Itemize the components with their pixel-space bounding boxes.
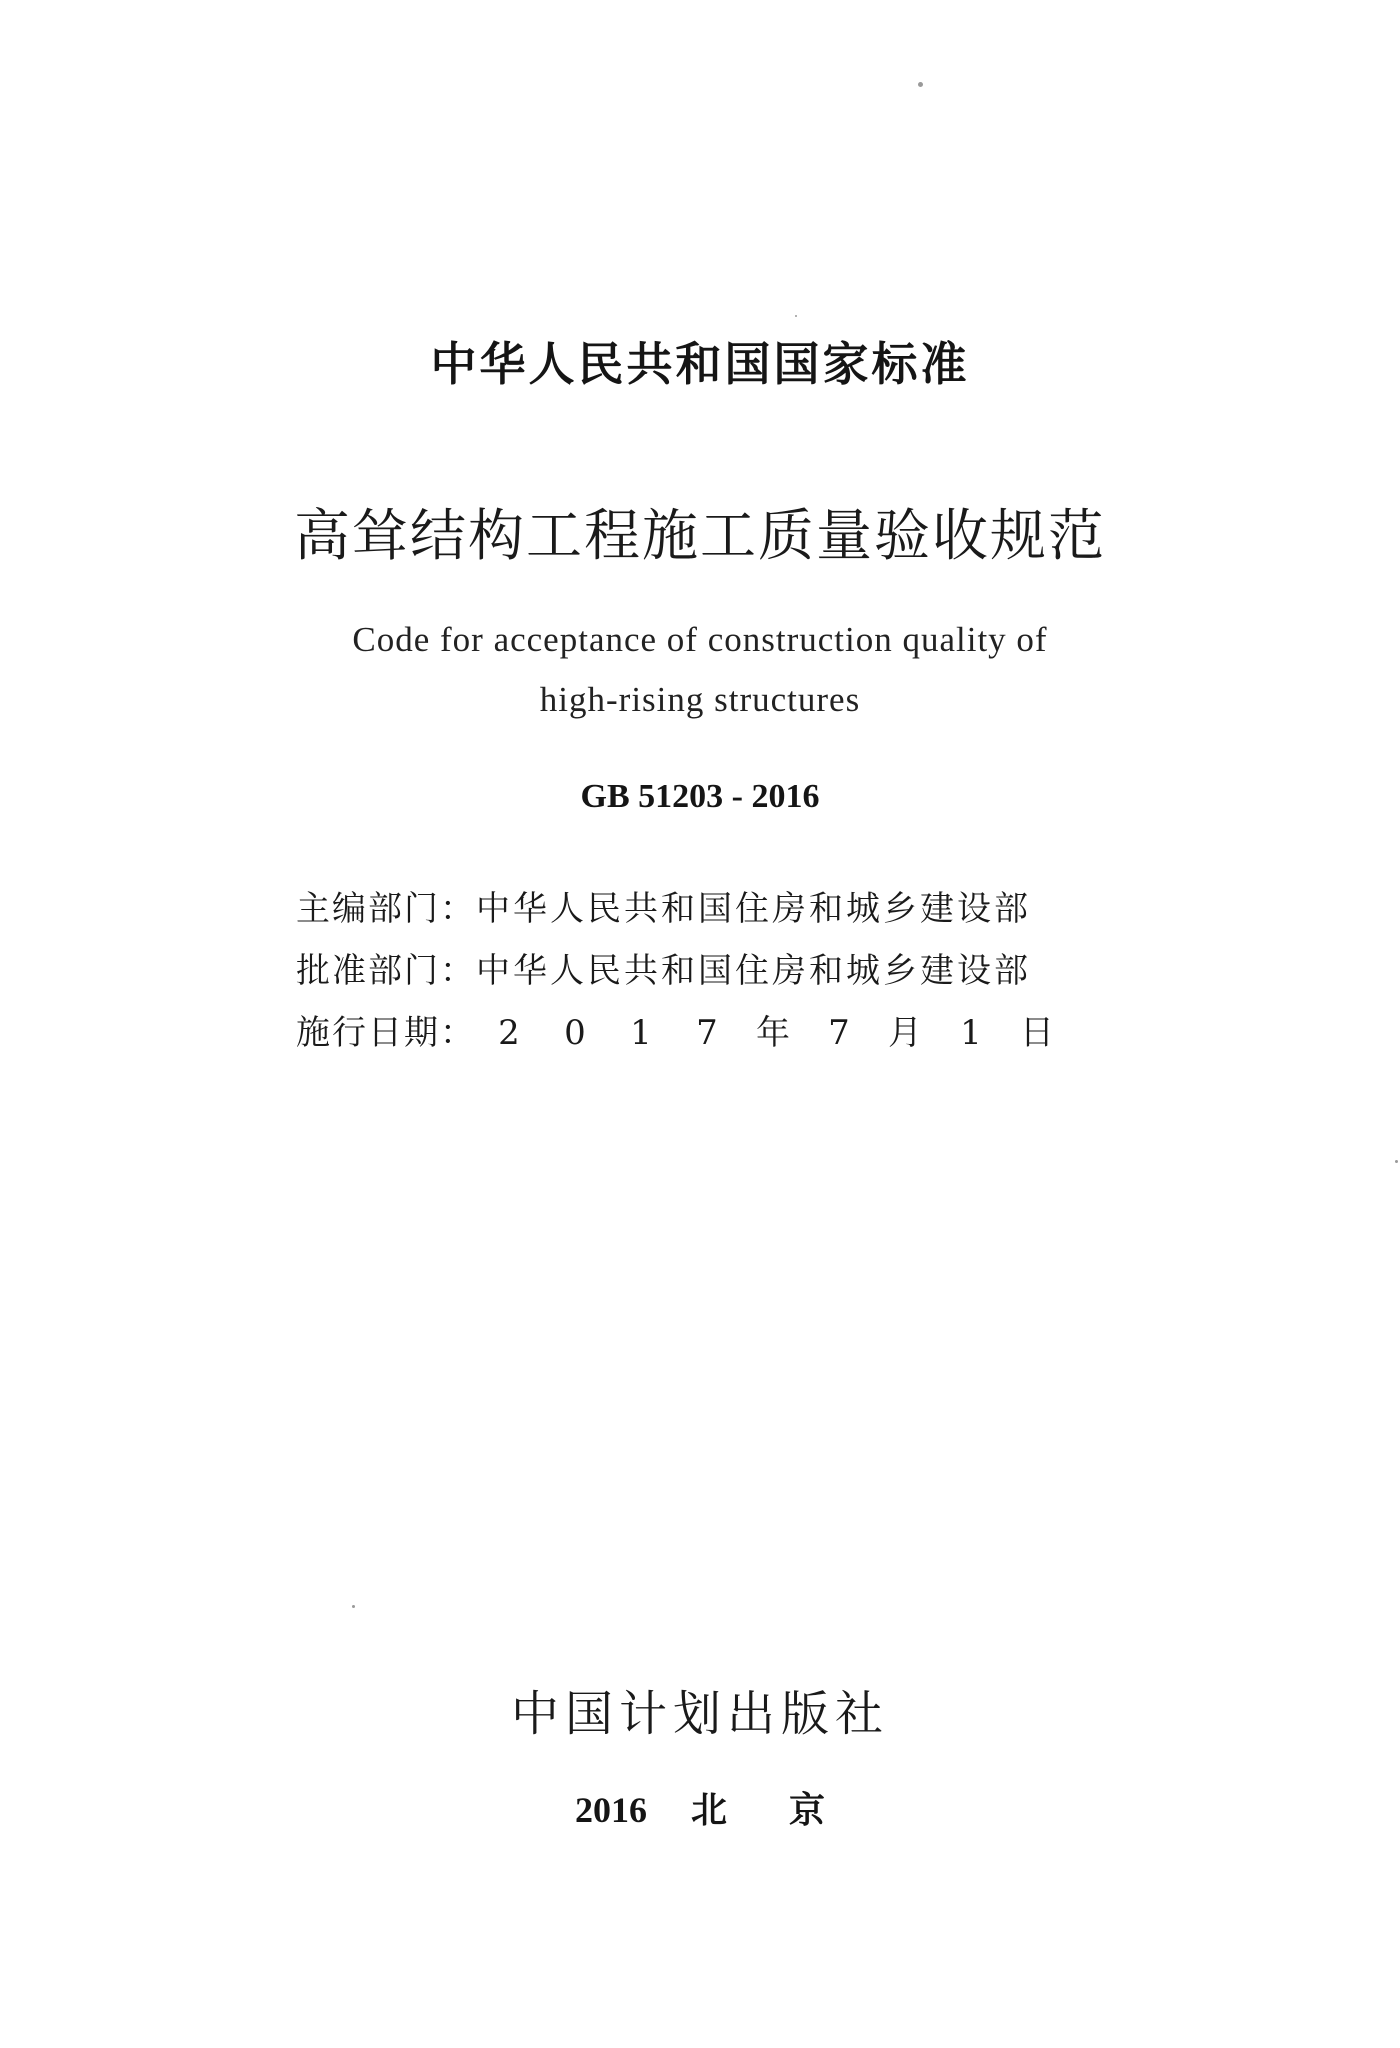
title-english-line-2: high-rising structures — [539, 680, 861, 719]
national-standard-heading: 中华人民共和国国家标准 — [430, 337, 970, 391]
scan-speck — [352, 1605, 355, 1608]
editor-label: 主编部门： — [296, 889, 476, 929]
publication-city: 北京 — [690, 1790, 887, 1830]
effective-date-row — [296, 1002, 1070, 1064]
date-part: 0 — [564, 1013, 586, 1053]
scan-speck — [795, 315, 797, 317]
scan-speck — [1395, 1160, 1398, 1163]
publication-year-place — [0, 1782, 1400, 1833]
title-chinese: 高耸结构工程施工质量验收规范 — [294, 504, 1106, 569]
publication-year: 2016 — [574, 1790, 647, 1830]
approver-label: 批准部门： — [296, 951, 476, 991]
date-part: 2 — [498, 1013, 520, 1053]
title-english — [0, 610, 1400, 730]
date-part: 1 — [960, 1013, 982, 1053]
date-label: 施行日期： — [296, 1013, 476, 1053]
date-part: 7 — [828, 1013, 850, 1053]
standard-code: GB 51203 - 2016 — [580, 778, 820, 815]
date-part: 日 — [1020, 1013, 1054, 1053]
editor-value: 中华人民共和国住房和城乡建设部 — [476, 889, 1031, 929]
date-part: 年 — [756, 1013, 790, 1053]
date-part: 1 — [630, 1013, 652, 1053]
date-part: 7 — [696, 1013, 718, 1053]
title-english-line-1: Code for acceptance of construction quality of — [352, 620, 1048, 659]
editor-row — [296, 878, 1070, 940]
approver-value: 中华人民共和国住房和城乡建设部 — [476, 951, 1031, 991]
date-value — [476, 1002, 1070, 1064]
date-part: 月 — [888, 1013, 922, 1053]
metadata-block — [296, 878, 1070, 1064]
publisher-name: 中国计划出版社 — [510, 1686, 889, 1742]
scan-speck — [918, 82, 923, 87]
approver-row — [296, 940, 1070, 1002]
